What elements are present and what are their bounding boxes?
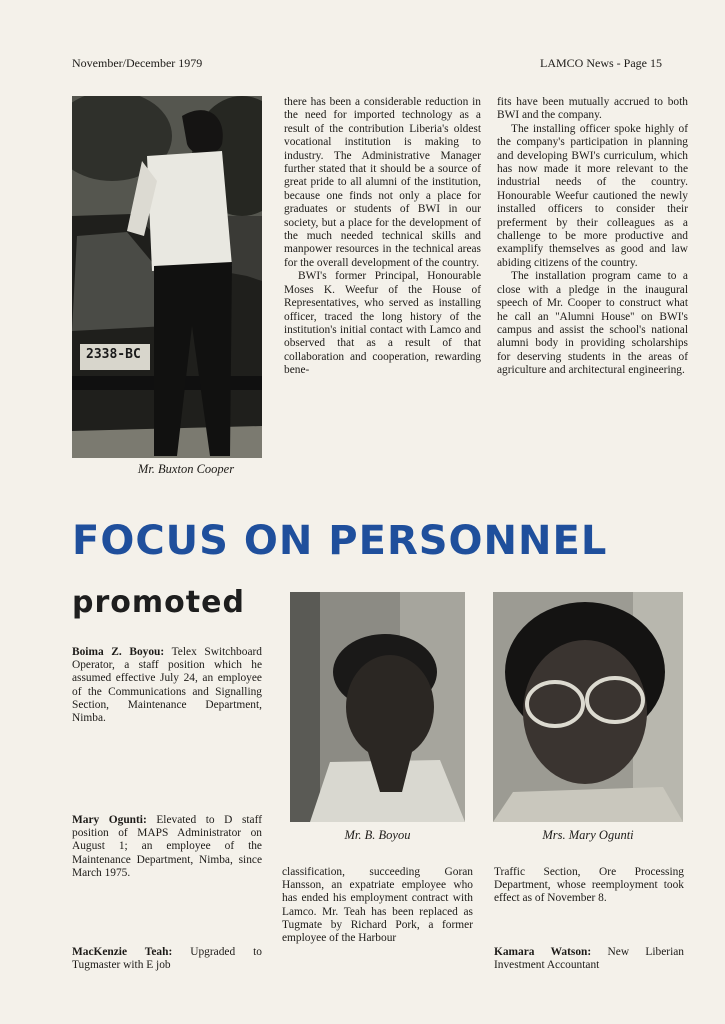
entry-name: Kamara Watson:	[494, 946, 592, 958]
article-paragraph: fits have been mutually accrued to both BWI and the company.	[497, 96, 688, 122]
article-column-3	[497, 96, 688, 378]
boyou-caption: Mr. B. Boyou	[344, 828, 411, 842]
license-plate-text: 2338-BC	[86, 347, 141, 362]
entry-name: MacKenzie Teah:	[72, 946, 173, 958]
section-banner: FOCUS ON PERSONNEL	[72, 518, 608, 564]
article-paragraph: BWI's former Principal, Honourable Moses K. Weefur of the House of Representatives, who served as installing officer, traced the long history of the institution's initial contact with Lamco and observed that as a result of that collaboration and cooperation, rewarding bene-	[284, 270, 481, 377]
entry-text: Upgraded to Tugmaster with E job	[72, 946, 262, 972]
article-paragraph: there has been a considerable reduction in the need for imported technology as a result of the contribution Liberia's oldest vocational institution is making to industry. The Administrative Manager further stated that it should be a source of great pride to all alumni of the institution, because one finds not only a place for graduates or students of BWI in our society, but a place for the development of the much needed technical skills and manpower resources in the technical areas for the overall development of the country.	[284, 96, 481, 269]
ogunti-caption: Mrs. Mary Ogunti	[542, 828, 634, 842]
watson-entry	[494, 946, 684, 972]
entry-text: Telex Switchboard Operator, a staff position which he assumed effective July 24, an employee of the Communications and Signalling Section, Maintenance Department, Nimba.	[72, 646, 262, 725]
ogunti-photo	[493, 592, 683, 822]
article-paragraph: The installation program came to a close with a pledge in the inaugural speech of Mr. Cooper to construct what he call an ''Alumni House'' on BWI's campus and assist the school's national alumni body in providing scholarships for deserving students in the areas of agriculture and architectural engineering.	[497, 270, 688, 377]
teah-continued: classification, succeeding Goran Hansson, an expatriate employee who has ended his employment contract with Lamco. Mr. Teah has been replaced as Tugmate by Richard Pork, a former employee of the Harbour	[282, 866, 473, 945]
issue-date: November/December 1979	[72, 56, 203, 70]
buxton-cooper-photo	[72, 96, 262, 458]
page-label: LAMCO News - Page 15	[540, 56, 662, 70]
boyou-entry	[72, 646, 262, 725]
entry-text: New Liberian Investment Accountant	[494, 946, 684, 972]
teah-conclusion: Traffic Section, Ore Processing Department, whose reemployment took effect as of November 8.	[494, 866, 684, 905]
article-paragraph: The installing officer spoke highly of the company's participation in planning and developing BWI's curriculum, which has now made it more relevant to the industrial needs of the country. Honourable Weefur cautioned the newly installed officers to consider their preferment by their colleagues as a challenge to be more productive and examplify themselves as good and law abiding citizens of the country.	[497, 122, 688, 269]
teah-entry	[72, 946, 262, 972]
article-column-2	[284, 96, 481, 378]
promoted-heading: promoted	[72, 585, 245, 620]
entry-name: Boima Z. Boyou:	[72, 646, 165, 658]
entry-text: Elevated to D staff position of MAPS Administrator on August 1; an employee of the Maintenance Department, Nimba, since March 1975.	[72, 814, 262, 879]
entry-name: Mary Ogunti:	[72, 814, 147, 826]
ogunti-entry	[72, 814, 262, 880]
boyou-photo	[290, 592, 465, 822]
buxton-cooper-caption: Mr. Buxton Cooper	[137, 462, 235, 476]
